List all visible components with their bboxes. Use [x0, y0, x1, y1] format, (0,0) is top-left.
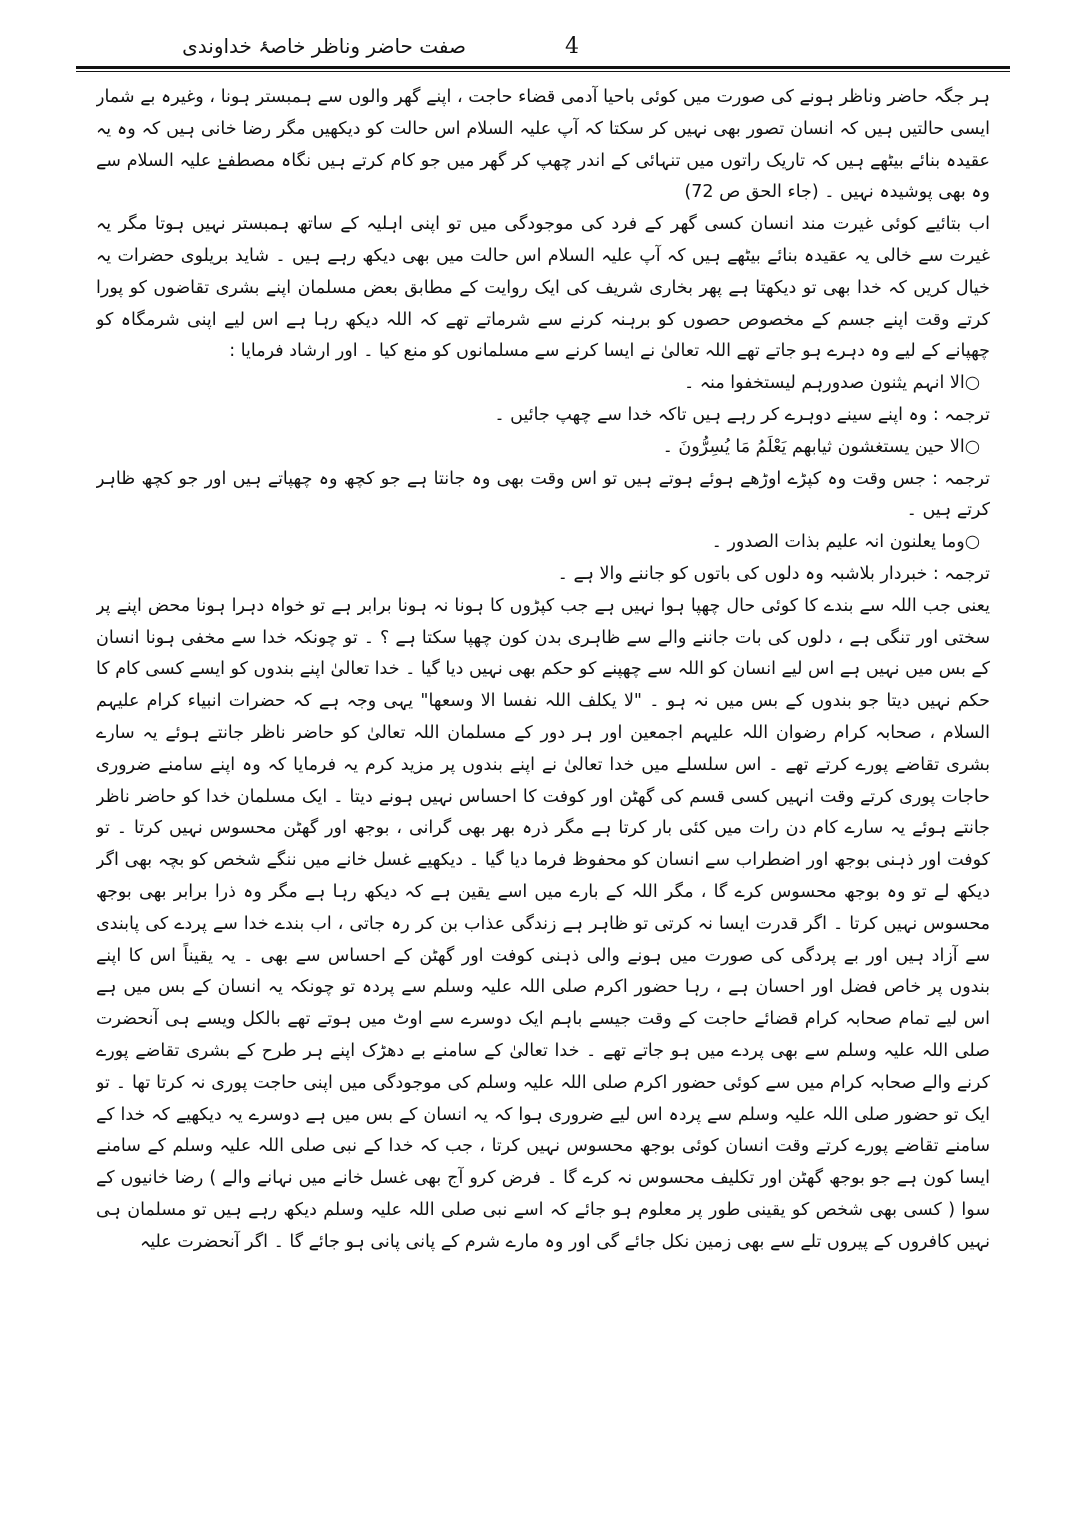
header-rule-thick: [76, 66, 1010, 69]
verse-line: [96, 527, 990, 559]
paragraph: اب بتائیے کوئی غیرت مند انسان کسی گھر کے فرد کی موجودگی میں تو اپنی اہلیہ کے ساتھ ہمبستر نہیں ہوتا مگر یہ غیرت سے خالی یہ عقیدہ بنائے بیٹھے ہیں کہ آپ علیہ السلام اس حالت میں بھی دیکھ رہے ہیں ۔ شاید بریلوی حضرات یہ خیال کریں کہ خدا بھی تو دیکھتا ہے پھر بخاری شریف کی ایک روایت کے مطابق بعض مسلمان اپنے بشری تقاضوں کو پورا کرتے وقت اپنے جسم کے مخصوص حصوں کو برہنہ کرنے سے شرماتے تھے کہ اللہ دیکھ رہا ہے اس لیے اپنی شرمگاہ کو چھپانے کے لیے وہ دہرے ہو جاتے تھے اللہ تعالیٰ نے ایسا کرنے سے مسلمانوں کو منع کیا ۔ اور ارشاد فرمایا :: [96, 214, 990, 362]
circle-bullet-icon: ○: [964, 373, 980, 394]
verse-text: الا حین یستغشون ثیابھم یَعْلَمُ مَا یُسِرُّونَ ۔: [662, 436, 965, 457]
translation-line: ترجمہ : جس وقت وہ کپڑے اوڑھے ہوئے ہوتے ہیں تو اس وقت بھی وہ جانتا ہے جو کچھ وہ چھپاتے ہیں اور جو کچھ ظاہر کرتے ہیں ۔: [96, 468, 990, 521]
body-text: [96, 82, 990, 1506]
verse-text: وما یعلنون انہ علیم بذات الصدور ۔: [711, 532, 965, 553]
verse-text: الا انہم یثنون صدورہم لیستخفوا منہ ۔: [683, 373, 965, 394]
running-title: صفت حاضر وناظر خاصۂ خداوندی: [182, 34, 466, 58]
circle-bullet-icon: ○: [964, 436, 980, 457]
circle-bullet-icon: ○: [964, 532, 980, 553]
translation-line: ترجمہ : خبردار بلاشبہ وہ دلوں کی باتوں کو جاننے والا ہے ۔: [557, 563, 990, 584]
paragraph: یعنی جب اللہ سے بندے کا کوئی حال چھپا ہوا نہیں ہے جب کپڑوں کا ہونا نہ ہونا برابر ہے تو خواہ دہرا ہونا محض اپنے پر سختی اور تنگی ہے ، دلوں کی بات جاننے والے سے ظاہری بدن کون چھپا سکتا ہے ؟ ۔ تو چونکہ خدا سے مخفی ہونا انسان کے بس میں نہیں ہے اس لیے انسان کو اللہ سے چھپنے کو حکم بھی نہیں دیا گیا ۔ خدا تعالیٰ اپنے بندوں کو ایسے کسی کام کا حکم نہیں دیتا جو بندوں کے بس میں نہ ہو ۔ "لا یکلف اللہ نفسا الا وسعھا" یہی وجہ ہے کہ حضرات انبیاء کرام علیہم السلام ، صحابہ کرام رضوان اللہ علیہم اجمعین اور ہر دور کے مسلمان اللہ تعالیٰ کو حاضر ناظر جانتے ہوئے یہ سارے بشری تقاضے پورے کرتے تھے ۔ اس سلسلے میں خدا تعالیٰ نے اپنے بندوں پر مزید کرم یہ فرمایا کہ وہ اپنے سامنے ضروری حاجات پوری کرتے وقت انہیں کسی قسم کی گھٹن اور کوفت کا احساس نہیں ہونے دیتا ۔ ایک مسلمان خدا کو حاضر ناظر جانتے ہوئے یہ سارے کام دن رات میں کئی بار کرتا ہے مگر ذرہ بھر بھی گرانی ، بوجھ اور گھٹن محسوس نہیں کرتا ۔ تو کوفت اور ذہنی بوجھ اور اضطراب سے انسان کو محفوظ فرما دیا گیا ۔ دیکھیے غسل خانے میں ننگے شخص کو بچہ بھی اگر دیکھ لے تو وہ بوجھ محسوس کرے گا ، مگر اللہ کے بارے میں اسے یقین ہے کہ دیکھ رہا ہے مگر وہ ذرا برابر بھی بوجھ محسوس نہیں کرتا ۔ اگر قدرت ایسا نہ کرتی تو ظاہر ہے زندگی عذاب بن کر رہ جاتی ، اب بندے خدا سے پردے کی پابندی سے آزاد ہیں اور بے پردگی کی صورت میں ہونے والی ذہنی کوفت اور گھٹن کے احساس سے بھی ۔ یہ یقیناً اس کا اپنے بندوں پر خاص فضل اور احسان ہے ، رہا حضور اکرم صلی اللہ علیہ وسلم سے پردہ تو چونکہ یہ انسان کے بس میں ہے اس لیے تمام صحابہ کرام قضائے حاجت کے وقت جیسے باہم ایک دوسرے سے اوٹ میں ہوتے تھے بالکل ویسے ہی آنحضرت صلی اللہ علیہ وسلم سے بھی پردے میں ہو جاتے تھے ۔ خدا تعالیٰ کے سامنے بے دھڑک اپنے ہر طرح کے بشری تقاضے پورے کرنے والے صحابہ کرام میں سے کوئی حضور اکرم صلی اللہ علیہ وسلم کی موجودگی میں اپنی حاجت پوری نہ کرتا تھا ۔ تو ایک تو حضور صلی اللہ علیہ وسلم سے پردہ اس لیے ضروری ہوا کہ یہ انسان کے بس میں ہے دوسرے یہ دیکھیے کہ خدا کے سامنے تقاضے پورے کرتے وقت انسان کوئی بوجھ محسوس نہیں کرتا ، جب کہ خدا کے نبی صلی اللہ علیہ وسلم کے سامنے ایسا کون ہے جو بوجھ گھٹن اور تکلیف محسوس نہ کرے گا ۔ فرض کرو آج بھی غسل خانے میں نہانے والے ) رضا خانیوں کے سوا ( کسی بھی شخص کو یقینی طور پر معلوم ہو جائے کہ اسے نبی صلی اللہ علیہ وسلم دیکھ رہے ہیں تو مسلمان ہی نہیں کافروں کے پیروں تلے سے بھی زمین نکل جائے گی اور وہ مارے شرم کے پانی پانی ہو جائے گا ۔ اگر آنحضرت علیہ: [96, 595, 990, 1252]
header-rule-thin: [76, 71, 1010, 72]
translation-line: ترجمہ : وہ اپنے سینے دوہرے کر رہے ہیں تاکہ خدا سے چھپ جائیں ۔: [494, 404, 990, 425]
verse-line: [96, 432, 990, 464]
verse-line: [96, 368, 990, 400]
paragraph: ہر جگہ حاضر وناظر ہونے کی صورت میں کوئی باحیا آدمی قضاء حاجت ، اپنے گھر والوں سے ہمبستر ہونا ، وغیرہ بے شمار ایسی حالتیں ہیں کہ انسان تصور بھی نہیں کر سکتا کہ آپ علیہ السلام اس حالت کو دیکھیں مگر رضا خانی ہیں کہ وہ یہ عقیدہ بنائے بیٹھے ہیں کہ تاریک راتوں میں تنہائی کے اندر چھپ کر گھر میں جو کام کرتے ہیں نگاہ مصطفےٰ علیہ السلام سے وہ بھی پوشیدہ نہیں ۔ (جاء الحق ص 72): [96, 87, 990, 203]
page-number: 4: [565, 34, 579, 59]
